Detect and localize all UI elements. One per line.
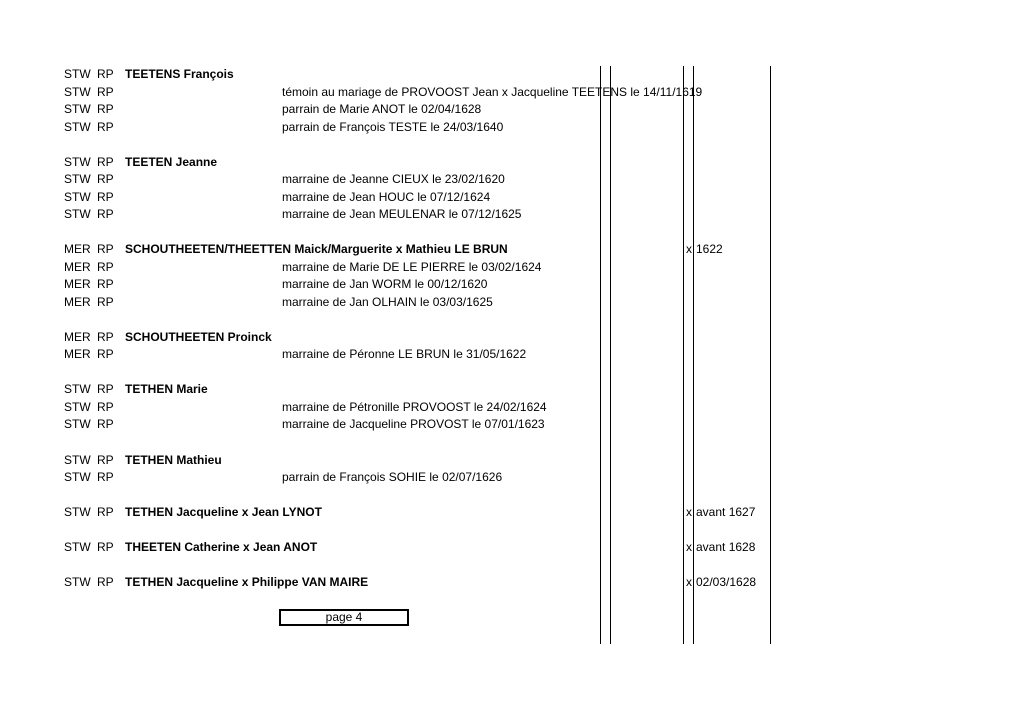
parish-code: MER xyxy=(64,347,91,361)
marriage-date: avant 1627 xyxy=(696,505,756,519)
record-type: RP xyxy=(97,260,114,274)
event-detail: marraine de Marie DE LE PIERRE le 03/02/1624 xyxy=(282,260,542,274)
record-type: RP xyxy=(97,85,114,99)
page-number: page 4 xyxy=(325,610,363,624)
parish-code: STW xyxy=(64,67,91,81)
parish-code: STW xyxy=(64,400,91,414)
record-type: RP xyxy=(97,120,114,134)
record-type: RP xyxy=(97,347,114,361)
parish-code: MER xyxy=(64,277,91,291)
event-detail: parrain de Marie ANOT le 02/04/1628 xyxy=(282,102,482,116)
record-type: RP xyxy=(97,505,114,519)
parish-code: STW xyxy=(64,207,91,221)
person-name: SCHOUTHEETEN Proinck xyxy=(125,330,272,344)
parish-code: STW xyxy=(64,540,91,554)
record-type: RP xyxy=(97,417,114,431)
person-name: TETHEN Mathieu xyxy=(125,453,222,467)
marriage-mark: x xyxy=(686,575,692,589)
parish-code: STW xyxy=(64,120,91,134)
event-detail: marraine de Jean HOUC le 07/12/1624 xyxy=(282,190,491,204)
parish-code: STW xyxy=(64,382,91,396)
record-type: RP xyxy=(97,190,114,204)
person-name: TEETENS François xyxy=(125,67,234,81)
person-name: THEETEN Catherine x Jean ANOT xyxy=(125,540,318,554)
column-rule-3 xyxy=(683,66,684,644)
parish-code: STW xyxy=(64,453,91,467)
event-detail: marraine de Péronne LE BRUN le 31/05/1622 xyxy=(282,347,527,361)
event-detail: marraine de Jan WORM le 00/12/1620 xyxy=(282,277,488,291)
person-name: TETHEN Jacqueline x Philippe VAN MAIRE xyxy=(125,575,369,589)
parish-code: STW xyxy=(64,575,91,589)
person-name: SCHOUTHEETEN/THEETTEN Maick/Marguerite x Mathieu LE BRUN xyxy=(125,242,508,256)
parish-code: STW xyxy=(64,102,91,116)
parish-code: STW xyxy=(64,470,91,484)
event-detail: marraine de Jeanne CIEUX le 23/02/1620 xyxy=(282,172,505,186)
event-detail: témoin au mariage de PROVOOST Jean x Jacqueline TEETENS le 14/11/1619 xyxy=(282,85,703,99)
event-detail: marraine de Jean MEULENAR le 07/12/1625 xyxy=(282,207,522,221)
parish-code: MER xyxy=(64,260,91,274)
record-type: RP xyxy=(97,277,114,291)
parish-code: STW xyxy=(64,172,91,186)
marriage-date: 02/03/1628 xyxy=(696,575,757,589)
record-type: RP xyxy=(97,172,114,186)
event-detail: parrain de François SOHIE le 02/07/1626 xyxy=(282,470,503,484)
column-rule-4 xyxy=(693,66,694,644)
record-type: RP xyxy=(97,295,114,309)
record-type: RP xyxy=(97,330,114,344)
record-type: RP xyxy=(97,400,114,414)
parish-code: MER xyxy=(64,330,91,344)
person-name: TETHEN Jacqueline x Jean LYNOT xyxy=(125,505,322,519)
parish-code: STW xyxy=(64,190,91,204)
page-number-box xyxy=(279,609,409,626)
marriage-date: avant 1628 xyxy=(696,540,756,554)
record-type: RP xyxy=(97,67,114,81)
record-type: RP xyxy=(97,207,114,221)
column-rule-1 xyxy=(600,66,601,644)
record-type: RP xyxy=(97,453,114,467)
column-rule-2 xyxy=(610,66,611,644)
record-type: RP xyxy=(97,155,114,169)
parish-code: MER xyxy=(64,295,91,309)
marriage-mark: x xyxy=(686,242,692,256)
event-detail: marraine de Jan OLHAIN le 03/03/1625 xyxy=(282,295,493,309)
parish-code: STW xyxy=(64,155,91,169)
parish-code: STW xyxy=(64,417,91,431)
event-detail: marraine de Jacqueline PROVOST le 07/01/1623 xyxy=(282,417,545,431)
record-type: RP xyxy=(97,575,114,589)
parish-code: STW xyxy=(64,505,91,519)
marriage-date: 1622 xyxy=(696,242,723,256)
event-detail: marraine de Pétronille PROVOOST le 24/02/1624 xyxy=(282,400,547,414)
record-type: RP xyxy=(97,382,114,396)
parish-code: MER xyxy=(64,242,91,256)
parish-code: STW xyxy=(64,85,91,99)
record-type: RP xyxy=(97,102,114,116)
record-type: RP xyxy=(97,540,114,554)
marriage-mark: x xyxy=(686,505,692,519)
record-type: RP xyxy=(97,470,114,484)
record-type: RP xyxy=(97,242,114,256)
marriage-mark: x xyxy=(686,540,692,554)
person-name: TETHEN Marie xyxy=(125,382,208,396)
column-rule-5 xyxy=(770,66,771,644)
event-detail: parrain de François TESTE le 24/03/1640 xyxy=(282,120,504,134)
person-name: TEETEN Jeanne xyxy=(125,155,218,169)
